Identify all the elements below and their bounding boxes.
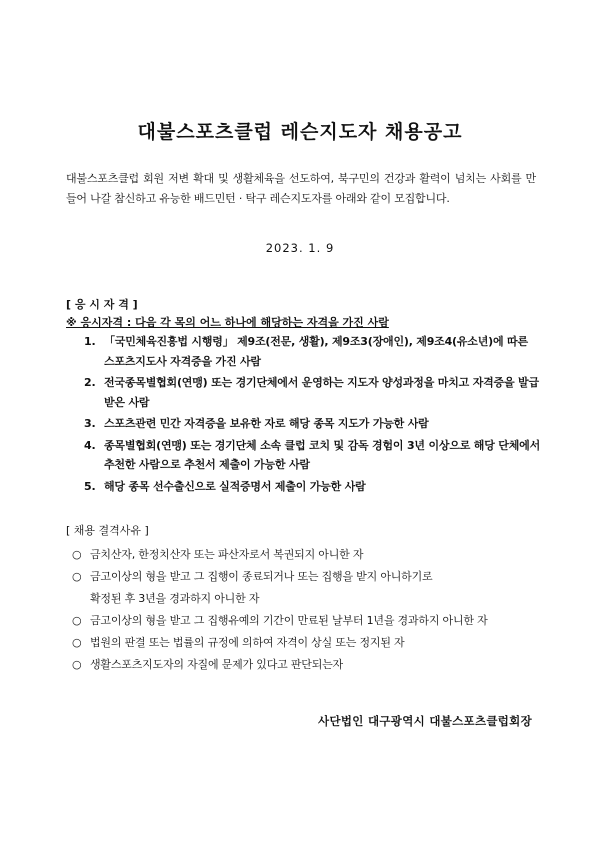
item-number: 4. [84,438,96,452]
list-item [72,566,542,610]
list-item [72,610,542,632]
item-text: 금고이상의 형을 받고 그 집행유예의 기간이 만료된 날부터 1년을 경과하지 아니한 자 [90,614,488,627]
item-text: 전국종목별협회(연맹) 또는 경기단체에서 운영하는 지도자 양성과정을 마치고 자격증을 발급받은 사람 [104,376,539,409]
list-item [84,477,540,497]
item-text: 금고이상의 형을 받고 그 집행이 종료되거나 또는 집행을 받지 아니하기로 [90,570,433,583]
list-item [84,373,540,412]
item-number: 2. [84,376,96,389]
circle-bullet-icon: ○ [72,548,82,561]
item-number: 5. [84,479,96,493]
disqualifications-heading: [ 채용 결격사유 ] [66,524,149,537]
intro-paragraph: 대불스포츠클럽 회원 저변 확대 및 생활체육을 선도하여, 북구민의 건강과 활력이 넘치는 사회를 만들어 나갈 참신하고 유능한 배드민턴 · 탁구 레슨지도자를 아래와 같이 모집합니다. [66,172,536,205]
item-text-continued: 확정된 후 3년을 경과하지 아니한 자 [90,592,260,605]
item-text: 금치산자, 한정치산자 또는 파산자로서 복권되지 아니한 자 [90,548,364,561]
list-item [72,544,542,566]
list-item [72,654,542,676]
qualifications-list [84,332,540,498]
item-number: 1. [84,335,96,348]
circle-bullet-icon: ○ [72,636,82,649]
circle-bullet-icon: ○ [72,658,82,671]
circle-bullet-icon: ○ [72,614,82,627]
list-item [84,436,540,475]
qualifications-note: ※ 응시자격 : 다음 각 목의 어느 하나에 해당하는 자격을 가진 사람 [66,316,389,329]
signature-line: 사단법인 대구광역시 대불스포츠클럽회장 [318,714,532,728]
list-item [72,632,542,654]
notice-title: 대불스포츠클럽 레슨지도자 채용공고 [137,121,463,143]
circle-bullet-icon: ○ [72,570,82,583]
qualifications-heading: [ 응 시 자 격 ] [66,298,138,311]
notice-date: 2023. 1. 9 [265,241,335,255]
item-text: 해당 종목 선수출신으로 실적증명서 제출이 가능한 사람 [104,479,366,493]
item-text: 생활스포츠지도자의 자질에 문제가 있다고 판단되는자 [90,658,343,671]
item-number: 3. [84,417,96,430]
item-text: 종목별협회(연맹) 또는 경기단체 소속 클럽 코치 및 감독 경험이 3년 이상으로 해당 단체에서 추천한 사람으로 추천서 제출이 가능한 사람 [104,438,540,471]
item-text: 법원의 판결 또는 법률의 규정에 의하여 자격이 상실 또는 정지된 자 [90,636,405,649]
disqualifications-list [72,544,542,676]
list-item [84,414,540,434]
list-item [84,332,540,371]
item-text: 「국민체육진흥법 시행령」 제9조(전문, 생활), 제9조3(장애인), 제9조4(유소년)에 따른 스포츠지도사 자격증을 가진 사람 [104,335,528,368]
item-text: 스포츠관련 민간 자격증을 보유한 자로 해당 종목 지도가 가능한 사람 [104,417,429,430]
